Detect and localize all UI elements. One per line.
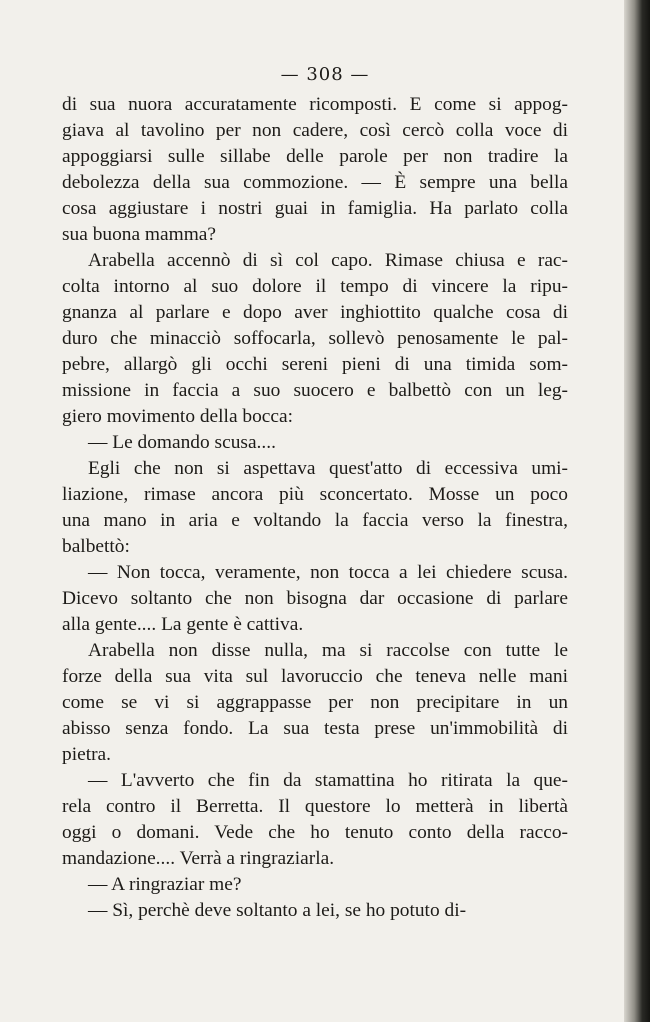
- text-line: come se vi si aggrappasse per non precipitare in un: [62, 692, 568, 713]
- text-line: — Non tocca, veramente, non tocca a lei chiedere scusa.: [88, 562, 568, 583]
- text-line: liazione, rimase ancora più sconcertato. Mosse un poco: [62, 484, 568, 505]
- text-line: balbettò:: [62, 536, 130, 557]
- paragraph: [62, 92, 568, 248]
- text-line: debolezza della sua commozione. — È sempre una bella: [62, 172, 568, 193]
- paragraph: [62, 248, 568, 430]
- text-line: giava al tavolino per non cadere, così cercò colla voce di: [62, 120, 568, 141]
- text-line: alla gente.... La gente è cattiva.: [62, 614, 304, 635]
- text-line: pebre, allargò gli occhi sereni pieni di una timida som-: [62, 354, 568, 375]
- paragraph: [62, 638, 568, 768]
- paragraph: [62, 768, 568, 872]
- text-line: duro che minacciò soffocarla, sollevò penosamente le pal-: [62, 328, 568, 349]
- body-text: [62, 92, 568, 924]
- text-line: — L'avverto che fin da stamattina ho ritirata la que-: [88, 770, 568, 791]
- text-line: Arabella non disse nulla, ma si raccolse con tutte le: [88, 640, 568, 661]
- paragraph: [62, 898, 568, 924]
- text-line: oggi o domani. Vede che ho tenuto conto della racco-: [62, 822, 568, 843]
- paragraph: [62, 430, 568, 456]
- text-line: di sua nuora accuratamente ricomposti. E come si appog-: [62, 94, 568, 115]
- text-line: rela contro il Berretta. Il questore lo metterà in libertà: [62, 796, 568, 817]
- text-line: appoggiarsi sulle sillabe delle parole per non tradire la: [62, 146, 568, 167]
- page-number: — 308 —: [280, 64, 370, 85]
- text-line: gnanza al parlare e dopo aver inghiottito qualche cosa di: [62, 302, 568, 323]
- text-line: una mano in aria e voltando la faccia verso la finestra,: [62, 510, 568, 531]
- text-line: Arabella accennò di sì col capo. Rimase chiusa e rac-: [88, 250, 568, 271]
- text-line: sua buona mamma?: [62, 224, 216, 245]
- text-line: giero movimento della bocca:: [62, 406, 293, 427]
- text-line: missione in faccia a suo suocero e balbettò con un leg-: [62, 380, 568, 401]
- book-spine-shadow: [624, 0, 650, 1022]
- text-line: Egli che non si aspettava quest'atto di eccessiva umi-: [88, 458, 568, 479]
- text-line: mandazione.... Verrà a ringraziarla.: [62, 848, 335, 869]
- paragraph: [62, 872, 568, 898]
- text-line: — Sì, perchè deve soltanto a lei, se ho potuto di-: [88, 900, 467, 921]
- text-line: — Le domando scusa....: [88, 432, 276, 453]
- text-line: colta intorno al suo dolore il tempo di vincere la ripu-: [62, 276, 568, 297]
- text-line: — A ringraziar me?: [88, 874, 242, 895]
- text-line: cosa aggiustare i nostri guai in famiglia. Ha parlato colla: [62, 198, 568, 219]
- text-line: pietra.: [62, 744, 111, 765]
- text-line: forze della sua vita sul lavoruccio che teneva nelle mani: [62, 666, 568, 687]
- paragraph: [62, 456, 568, 560]
- text-line: abisso senza fondo. La sua testa prese un'immobilità di: [62, 718, 568, 739]
- paragraph: [62, 560, 568, 638]
- text-line: Dicevo soltanto che non bisogna dar occasione di parlare: [62, 588, 568, 609]
